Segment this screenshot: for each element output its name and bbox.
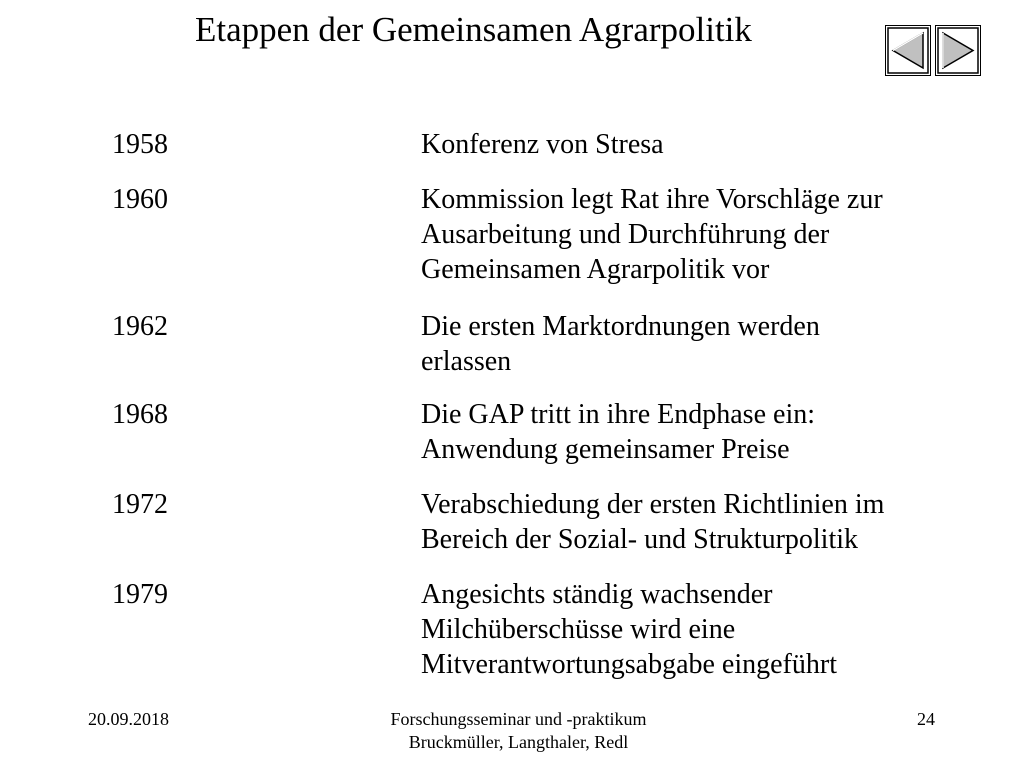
event-description-line: Ausarbeitung und Durchführung der bbox=[421, 219, 830, 250]
slide-title: Etappen der Gemeinsamen Agrarpolitik bbox=[195, 10, 752, 49]
event-description bbox=[421, 182, 1021, 287]
event-description-line: Mitverantwortungsabgabe eingeführt bbox=[421, 649, 837, 680]
event-year: 1962 bbox=[112, 311, 168, 342]
event-description-line: Verabschiedung der ersten Richtlinien im bbox=[421, 489, 885, 520]
footer-course-title: Forschungsseminar und -praktikum bbox=[390, 709, 647, 729]
event-year: 1968 bbox=[112, 399, 168, 430]
event-description-line: Angesichts ständig wachsender bbox=[421, 579, 773, 610]
event-description-line: Gemeinsamen Agrarpolitik vor bbox=[421, 254, 770, 285]
event-description-line: Die ersten Marktordnungen werden bbox=[421, 311, 820, 342]
event-description bbox=[421, 577, 1021, 682]
event-description-line: Anwendung gemeinsamer Preise bbox=[421, 434, 790, 465]
previous-slide-button[interactable] bbox=[885, 25, 931, 76]
event-description-line: Bereich der Sozial- und Strukturpolitik bbox=[421, 524, 859, 555]
footer-course bbox=[300, 708, 737, 754]
footer-date: 20.09.2018 bbox=[88, 709, 169, 729]
event-description bbox=[421, 127, 1021, 162]
triangle-left-icon bbox=[885, 25, 931, 76]
event-description-line: Kommission legt Rat ihre Vorschläge zur bbox=[421, 184, 883, 215]
event-description-line: Milchüberschüsse wird eine bbox=[421, 614, 736, 645]
event-description bbox=[421, 397, 1021, 467]
event-year: 1972 bbox=[112, 489, 168, 520]
footer-authors: Bruckmüller, Langthaler, Redl bbox=[408, 732, 629, 752]
event-year: 1979 bbox=[112, 579, 168, 610]
event-description bbox=[421, 487, 1021, 557]
event-description-line: Die GAP tritt in ihre Endphase ein: bbox=[421, 399, 815, 430]
event-description-line: erlassen bbox=[421, 346, 512, 377]
event-description bbox=[421, 309, 1021, 379]
event-description-line: Konferenz von Stresa bbox=[421, 129, 664, 160]
page-number: 24 bbox=[917, 709, 935, 729]
triangle-right-icon bbox=[935, 25, 981, 76]
next-slide-button[interactable] bbox=[935, 25, 981, 76]
event-year: 1958 bbox=[112, 129, 168, 160]
event-year: 1960 bbox=[112, 184, 168, 215]
